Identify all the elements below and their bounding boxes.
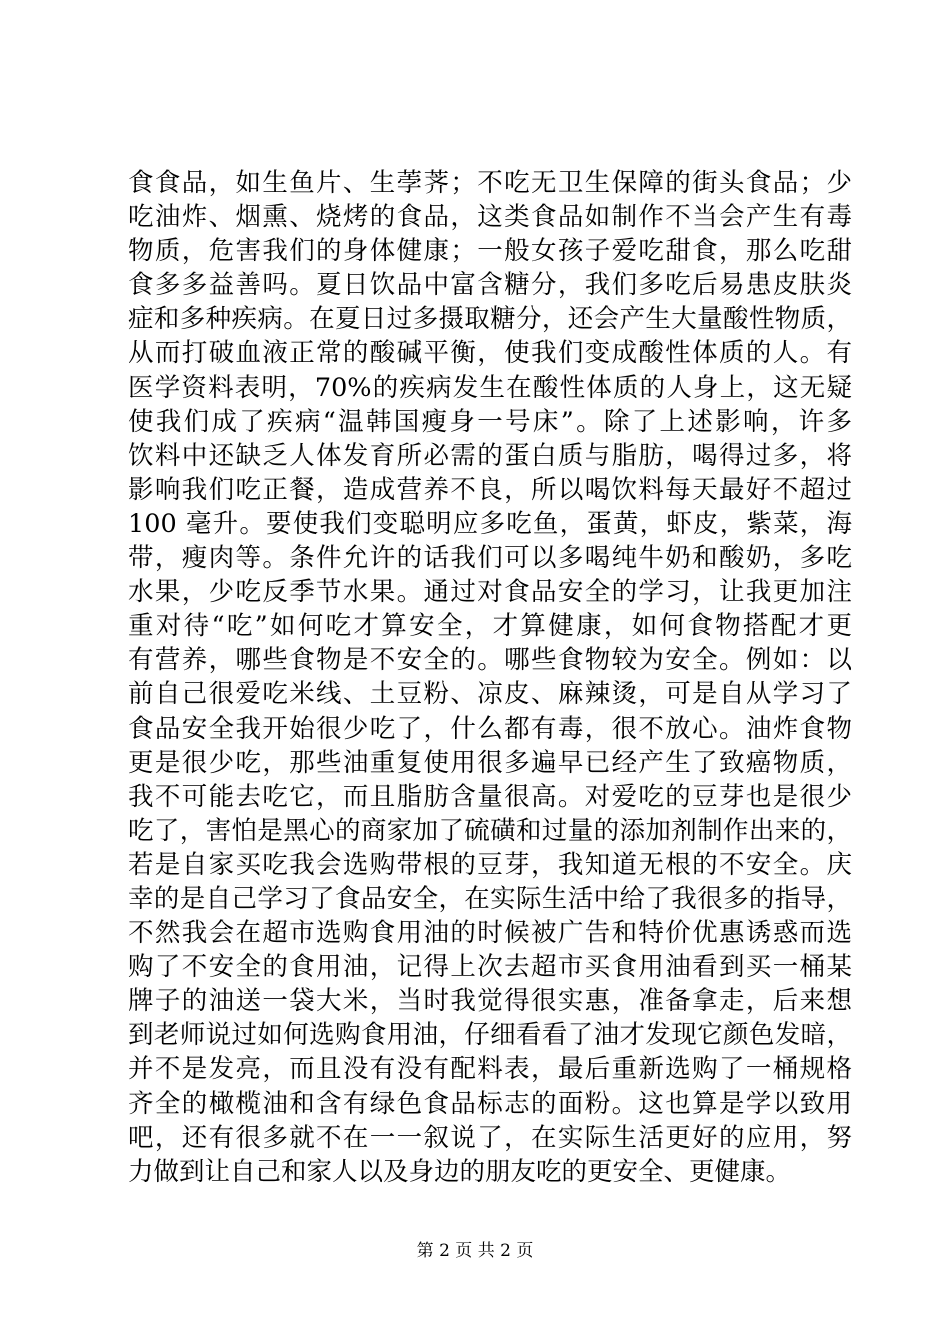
text-line: 吧，还有很多就不在一一叙说了，在实际生活更好的应用，努 [128,1122,852,1153]
text-line: 症和多种疾病。在夏日过多摄取糖分，还会产生大量酸性物质， [128,304,852,335]
text-line: 齐全的橄榄油和含有绿色食品标志的面粉。这也算是学以致用 [128,1088,852,1119]
text-line: 有营养，哪些食物是不安全的。哪些食物较为安全。例如：以 [128,645,852,676]
text-line: 医学资料表明，70%的疾病发生在酸性体质的人身上，这无疑 [128,372,852,403]
text-line: 不然我会在超市选购食用油的时候被广告和特价优惠诱惑而选 [128,918,852,949]
text-line: 带，瘦肉等。条件允许的话我们可以多喝纯牛奶和酸奶，多吃 [128,543,852,574]
text-line: 从而打破血液正常的酸碱平衡，使我们变成酸性体质的人。有 [128,338,852,369]
text-line: 100 毫升。要使我们变聪明应多吃鱼，蛋黄，虾皮，紫菜，海 [128,508,852,539]
body-paragraph [128,166,852,1189]
text-line: 吃了，害怕是黑心的商家加了硫磺和过量的添加剂制作出来的， [128,815,852,846]
text-line: 吃油炸、烟熏、烧烤的食品，这类食品如制作不当会产生有毒 [128,202,852,233]
text-line: 水果，少吃反季节水果。通过对食品安全的学习，让我更加注 [128,577,852,608]
text-line: 影响我们吃正餐，造成营养不良，所以喝饮料每天最好不超过 [128,474,852,505]
text-line: 更是很少吃，那些油重复使用很多遍早已经产生了致癌物质， [128,747,852,778]
page-footer: 第 2 页 共 2 页 [416,1241,534,1261]
text-line: 前自己很爱吃米线、土豆粉、凉皮、麻辣烫，可是自从学习了 [128,679,852,710]
text-line: 幸的是自己学习了食品安全，在实际生活中给了我很多的指导， [128,883,852,914]
text-line: 食多多益善吗。夏日饮品中富含糖分，我们多吃后易患皮肤炎 [128,270,852,301]
text-line: 食品安全我开始很少吃了，什么都有毒，很不放心。油炸食物 [128,713,852,744]
text-line: 重对待“吃”如何吃才算安全，才算健康，如何食物搭配才更 [128,611,852,642]
text-line: 饮料中还缺乏人体发育所必需的蛋白质与脂肪，喝得过多，将 [128,440,852,471]
text-line: 并不是发亮，而且没有没有配料表，最后重新选购了一桶规格 [128,1054,852,1085]
text-line: 力做到让自己和家人以及身边的朋友吃的更安全、更健康。 [128,1156,792,1187]
text-line: 使我们成了疾病“温韩国瘦身一号床”。除了上述影响，许多 [128,406,852,437]
text-line: 我不可能去吃它，而且脂肪含量很高。对爱吃的豆芽也是很少 [128,781,852,812]
text-line: 购了不安全的食用油，记得上次去超市买食用油看到买一桶某 [128,952,852,983]
text-line: 物质，危害我们的身体健康；一般女孩子爱吃甜食，那么吃甜 [128,236,852,267]
text-line: 若是自家买吃我会选购带根的豆芽，我知道无根的不安全。庆 [128,849,852,880]
text-line: 食食品，如生鱼片、生荸荠；不吃无卫生保障的街头食品；少 [128,168,852,198]
text-line: 牌子的油送一袋大米，当时我觉得很实惠，准备拿走，后来想 [128,986,852,1017]
text-line: 到老师说过如何选购食用油，仔细看看了油才发现它颜色发暗， [128,1020,852,1051]
